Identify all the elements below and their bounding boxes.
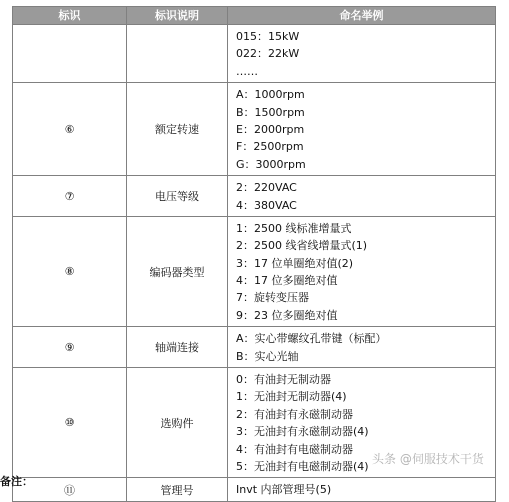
row-description: 轴端连接 <box>127 327 228 368</box>
table-row <box>13 216 496 326</box>
row-description <box>127 25 228 83</box>
example-item: 9：23 位多圈绝对值 <box>236 308 338 322</box>
example-item: 3：17 位单圈绝对值(2) <box>236 256 354 270</box>
example-item: 3：无油封有永磁制动器(4) <box>236 425 369 439</box>
row-examples <box>228 327 496 368</box>
example-item: 4：380VAC <box>236 198 297 212</box>
row-description: 管理号 <box>127 478 228 501</box>
row-examples <box>228 478 496 501</box>
example-item: A：实心带螺纹孔带键（标配） <box>236 332 387 346</box>
row-examples <box>228 176 496 217</box>
example-item: E：2000rpm <box>236 122 305 136</box>
row-description: 编码器类型 <box>127 216 228 326</box>
row-id: ⑪ <box>13 478 127 501</box>
row-examples <box>228 83 496 176</box>
row-id: ⑨ <box>13 327 127 368</box>
row-examples <box>228 25 496 83</box>
spec-table <box>12 6 496 502</box>
table-row <box>13 176 496 217</box>
example-item: 5：无油封有电磁制动器(4) <box>236 459 369 473</box>
example-item: 0：有油封无制动器 <box>236 373 331 387</box>
note-label: 备注： <box>0 475 33 488</box>
header-examples: 命名举例 <box>228 7 496 25</box>
example-item: G：3000rpm <box>236 157 306 171</box>
example-item: 2：2500 线省线增量式(1) <box>236 239 368 253</box>
row-id: ⑩ <box>13 368 127 478</box>
row-id: ⑥ <box>13 83 127 176</box>
table-row <box>13 478 496 501</box>
example-item: 1：无油封无制动器(4) <box>236 390 347 404</box>
row-description: 电压等级 <box>127 176 228 217</box>
table-row <box>13 25 496 83</box>
row-id: ⑦ <box>13 176 127 217</box>
example-item: 2：220VAC <box>236 181 297 195</box>
table-row <box>13 83 496 176</box>
example-item: 015：15kW <box>236 30 300 43</box>
example-item: B：实心光轴 <box>236 349 299 363</box>
example-item: 4：17 位多圈绝对值 <box>236 274 338 288</box>
row-id <box>13 25 127 83</box>
watermark-text: 头条 @伺服技术干货 <box>372 452 484 466</box>
header-description: 标识说明 <box>127 7 228 25</box>
table-body <box>13 25 496 502</box>
example-item: 022：22kW <box>236 47 300 61</box>
row-examples <box>228 216 496 326</box>
table-header-row <box>13 7 496 25</box>
example-item: 4：有油封有电磁制动器 <box>236 442 353 456</box>
header-id: 标识 <box>13 7 127 25</box>
example-item: B：1500rpm <box>236 105 305 119</box>
row-description: 选购件 <box>127 368 228 478</box>
row-description: 额定转速 <box>127 83 228 176</box>
example-item: 7：旋转变压器 <box>236 291 309 305</box>
example-item: F：2500rpm <box>236 140 304 154</box>
example-item: …… <box>236 64 258 78</box>
table-row <box>13 327 496 368</box>
example-item: 2：有油封有永磁制动器 <box>236 407 353 421</box>
example-item: A：1000rpm <box>236 88 305 102</box>
example-item: Invt 内部管理号(5) <box>236 483 332 497</box>
example-item: 1：2500 线标准增量式 <box>236 221 352 235</box>
row-id: ⑧ <box>13 216 127 326</box>
